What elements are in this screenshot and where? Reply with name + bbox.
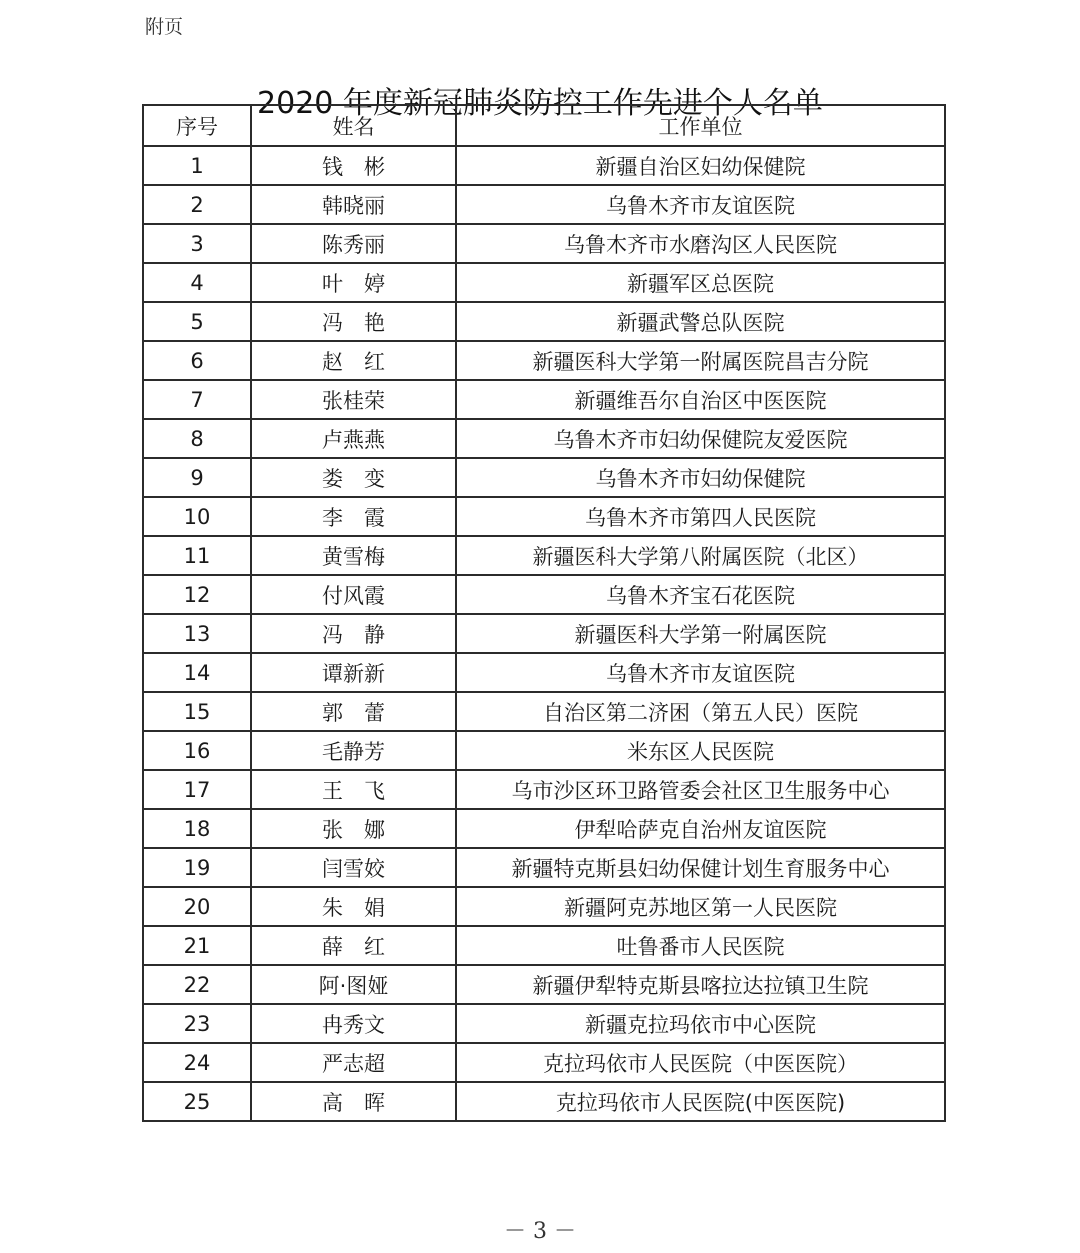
work-unit-cell: 乌市沙区环卫路管委会社区卫生服务中心: [456, 770, 945, 809]
work-unit-cell: 新疆医科大学第一附属医院: [456, 614, 945, 653]
table-row: [143, 692, 945, 731]
row-number-cell: 25: [143, 1082, 251, 1121]
name-cell: 高 晖: [251, 1082, 456, 1121]
work-unit-cell: 新疆武警总队医院: [456, 302, 945, 341]
name-cell: 闫雪姣: [251, 848, 456, 887]
name-cell: 叶 婷: [251, 263, 456, 302]
table-row: [143, 536, 945, 575]
column-header-name: 姓名: [251, 105, 456, 146]
work-unit-cell: 自治区第二济困（第五人民）医院: [456, 692, 945, 731]
work-unit-cell: 新疆军区总医院: [456, 263, 945, 302]
name-cell: 陈秀丽: [251, 224, 456, 263]
row-number-cell: 10: [143, 497, 251, 536]
name-cell: 阿·图娅: [251, 965, 456, 1004]
table-row: [143, 341, 945, 380]
work-unit-cell: 吐鲁番市人民医院: [456, 926, 945, 965]
work-unit-cell: 乌鲁木齐市妇幼保健院友爱医院: [456, 419, 945, 458]
table-row: [143, 887, 945, 926]
table-row: [143, 965, 945, 1004]
table-row: [143, 185, 945, 224]
name-cell: 赵 红: [251, 341, 456, 380]
table-row: [143, 497, 945, 536]
row-number-cell: 11: [143, 536, 251, 575]
row-number-cell: 15: [143, 692, 251, 731]
work-unit-cell: 新疆医科大学第一附属医院昌吉分院: [456, 341, 945, 380]
name-cell: 卢燕燕: [251, 419, 456, 458]
table-row: [143, 809, 945, 848]
row-number-cell: 8: [143, 419, 251, 458]
work-unit-cell: 乌鲁木齐宝石花医院: [456, 575, 945, 614]
name-cell: 冉秀文: [251, 1004, 456, 1043]
row-number-cell: 16: [143, 731, 251, 770]
page-title: 2020 年度新冠肺炎防控工作先进个人名单: [257, 86, 823, 122]
row-number-cell: 3: [143, 224, 251, 263]
table-row: [143, 224, 945, 263]
attachment-label: 附页: [145, 16, 184, 38]
row-number-cell: 4: [143, 263, 251, 302]
work-unit-cell: 新疆克拉玛依市中心医院: [456, 1004, 945, 1043]
row-number-cell: 18: [143, 809, 251, 848]
row-number-cell: 23: [143, 1004, 251, 1043]
work-unit-cell: 米东区人民医院: [456, 731, 945, 770]
work-unit-cell: 乌鲁木齐市第四人民医院: [456, 497, 945, 536]
work-unit-cell: 新疆阿克苏地区第一人民医院: [456, 887, 945, 926]
name-cell: 朱 娟: [251, 887, 456, 926]
table-row: [143, 1004, 945, 1043]
name-cell: 毛静芳: [251, 731, 456, 770]
table-row: [143, 1082, 945, 1121]
table-row: [143, 1043, 945, 1082]
name-cell: 韩晓丽: [251, 185, 456, 224]
table-header-row: [143, 105, 945, 146]
table-row: [143, 653, 945, 692]
name-cell: 付风霞: [251, 575, 456, 614]
awardee-table: [142, 104, 946, 1122]
table-row: [143, 458, 945, 497]
row-number-cell: 9: [143, 458, 251, 497]
name-cell: 黄雪梅: [251, 536, 456, 575]
work-unit-cell: 克拉玛依市人民医院（中医医院）: [456, 1043, 945, 1082]
table-row: [143, 380, 945, 419]
work-unit-cell: 伊犁哈萨克自治州友谊医院: [456, 809, 945, 848]
row-number-cell: 7: [143, 380, 251, 419]
work-unit-cell: 乌鲁木齐市妇幼保健院: [456, 458, 945, 497]
table-row: [143, 419, 945, 458]
table-row: [143, 263, 945, 302]
work-unit-cell: 新疆特克斯县妇幼保健计划生育服务中心: [456, 848, 945, 887]
row-number-cell: 14: [143, 653, 251, 692]
work-unit-cell: 乌鲁木齐市友谊医院: [456, 653, 945, 692]
work-unit-cell: 新疆维吾尔自治区中医医院: [456, 380, 945, 419]
row-number-cell: 22: [143, 965, 251, 1004]
work-unit-cell: 新疆医科大学第八附属医院（北区）: [456, 536, 945, 575]
table-row: [143, 770, 945, 809]
name-cell: 冯 艳: [251, 302, 456, 341]
table-row: [143, 302, 945, 341]
row-number-cell: 12: [143, 575, 251, 614]
name-cell: 郭 蕾: [251, 692, 456, 731]
table-row: [143, 848, 945, 887]
row-number-cell: 24: [143, 1043, 251, 1082]
row-number-cell: 5: [143, 302, 251, 341]
name-cell: 薛 红: [251, 926, 456, 965]
column-header-number: 序号: [143, 105, 251, 146]
work-unit-cell: 新疆伊犁特克斯县喀拉达拉镇卫生院: [456, 965, 945, 1004]
table-row: [143, 575, 945, 614]
row-number-cell: 17: [143, 770, 251, 809]
name-cell: 张 娜: [251, 809, 456, 848]
name-cell: 李 霞: [251, 497, 456, 536]
row-number-cell: 1: [143, 146, 251, 185]
name-cell: 钱 彬: [251, 146, 456, 185]
table-row: [143, 731, 945, 770]
table-row: [143, 926, 945, 965]
row-number-cell: 21: [143, 926, 251, 965]
column-header-unit: 工作单位: [456, 105, 945, 146]
row-number-cell: 19: [143, 848, 251, 887]
name-cell: 娄 变: [251, 458, 456, 497]
name-cell: 张桂荣: [251, 380, 456, 419]
work-unit-cell: 新疆自治区妇幼保健院: [456, 146, 945, 185]
table-row: [143, 146, 945, 185]
name-cell: 王 飞: [251, 770, 456, 809]
page-number: － 3 －: [504, 1219, 576, 1244]
row-number-cell: 6: [143, 341, 251, 380]
work-unit-cell: 乌鲁木齐市友谊医院: [456, 185, 945, 224]
work-unit-cell: 克拉玛依市人民医院(中医医院): [456, 1082, 945, 1121]
row-number-cell: 20: [143, 887, 251, 926]
row-number-cell: 13: [143, 614, 251, 653]
row-number-cell: 2: [143, 185, 251, 224]
name-cell: 谭新新: [251, 653, 456, 692]
work-unit-cell: 乌鲁木齐市水磨沟区人民医院: [456, 224, 945, 263]
name-cell: 严志超: [251, 1043, 456, 1082]
name-cell: 冯 静: [251, 614, 456, 653]
table-row: [143, 614, 945, 653]
